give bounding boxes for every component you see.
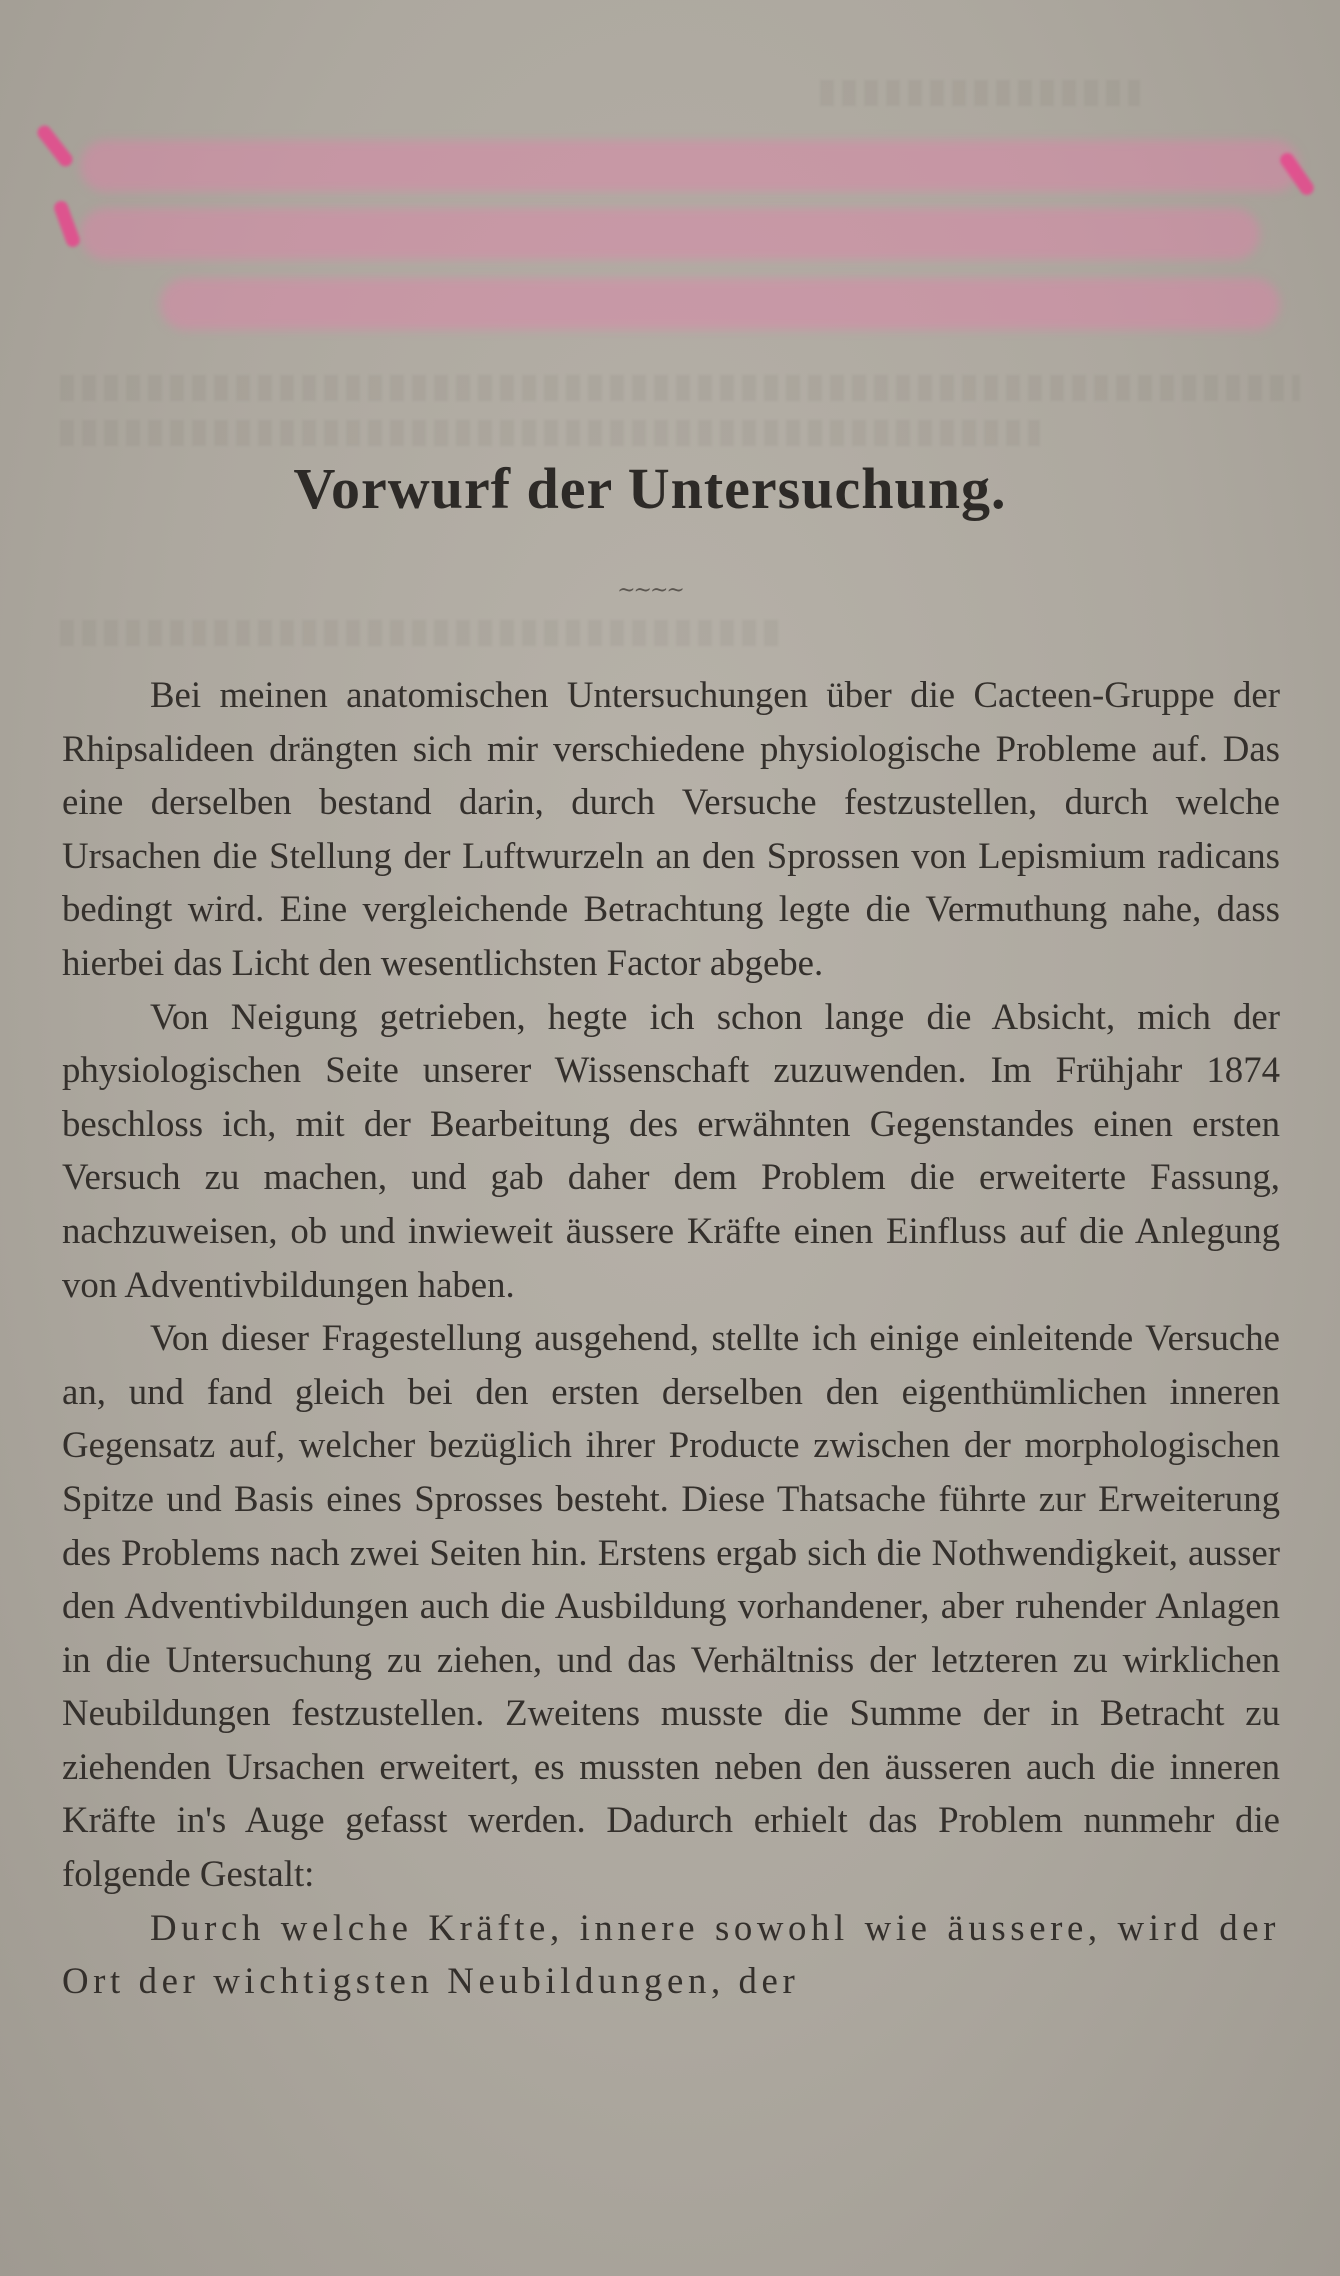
highlight-band	[160, 278, 1280, 330]
marker-tick-left-top	[35, 123, 76, 169]
chapter-title: Vorwurf der Untersuchung.	[293, 456, 1007, 521]
highlight-band	[80, 140, 1300, 192]
bleed-through-line	[60, 620, 780, 646]
paragraph-4: Durch welche Kräfte, innere sowohl wie äussere, wird der Ort der wichtigsten Neubildungen, der	[62, 1906, 1280, 2002]
pink-highlighter-marks	[40, 130, 1320, 360]
bleed-through-line	[820, 80, 1140, 106]
marker-tick-right	[1278, 150, 1317, 197]
body-text	[62, 668, 1280, 2008]
bleed-through-line	[60, 375, 1300, 401]
paragraph-1: Bei meinen anatomischen Untersuchungen über die Cacteen-Gruppe der Rhipsalideen drängten sich mir verschiedene physiologische Probleme auf. Das eine derselben bestand darin, durch Versuche festzustellen, durch welche Ursachen die Stellung der Luftwurzeln an den Sprossen von Lepismium radicans bedingt wird. Eine vergleichende Betrachtung legte die Vermuthung nahe, dass hierbei das Licht den wesentlichsten Factor abgebe.	[62, 674, 1280, 983]
title-ornament: ~~~~	[617, 578, 683, 603]
highlight-band	[80, 208, 1260, 260]
marker-tick-left	[52, 199, 82, 249]
paragraph-3: Von dieser Fragestellung ausgehend, stellte ich einige einleitende Versuche an, und fand gleich bei den ersten derselben den eigenthümlichen inneren Gegensatz auf, welcher bezüglich ihrer Producte zwischen der morphologischen Spitze und Basis eines Sprosses besteht. Diese Thatsache führte zur Erweiterung des Problems nach zwei Seiten hin. Erstens ergab sich die Nothwendigkeit, ausser den Adventivbildungen auch die Ausbildung vorhandener, aber ruhender Anlagen in die Untersuchung zu ziehen, und das Verhältniss der letzteren zu wirklichen Neubildungen festzustellen. Zweitens musste die Summe der in Betracht zu ziehenden Ursachen erweitert, es mussten neben den äusseren auch die inneren Kräfte in's Auge gefasst werden. Dadurch erhielt das Problem nunmehr die folgende Gestalt:	[62, 1317, 1280, 1895]
bleed-through-line	[60, 420, 1040, 446]
paragraph-2: Von Neigung getrieben, hegte ich schon lange die Absicht, mich der physiologischen Seite unserer Wissenschaft zuzuwenden. Im Frühjahr 1874 beschloss ich, mit der Bearbeitung des erwähnten Gegenstandes einen ersten Versuch zu machen, und gab daher dem Problem die erweiterte Fassung, nachzuweisen, ob und inwieweit äussere Kräfte einen Einfluss auf die Anlegung von Adventivbildungen haben.	[62, 995, 1280, 1305]
